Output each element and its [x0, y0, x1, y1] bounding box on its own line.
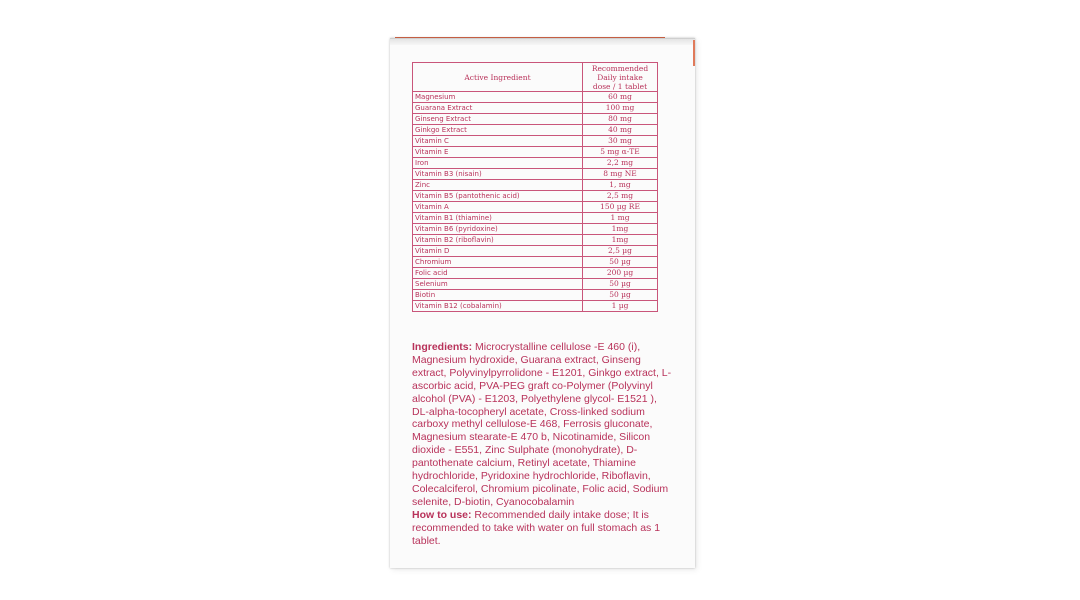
- ingredient-dose: 2,5 mg: [583, 191, 658, 202]
- ingredient-name: Vitamin B12 (cobalamin): [413, 301, 583, 312]
- table-row: [413, 268, 658, 279]
- ingredient-name: Vitamin B1 (thiamine): [413, 213, 583, 224]
- ingredient-dose: 80 mg: [583, 114, 658, 125]
- ingredients-block: [412, 341, 674, 548]
- ingredient-name: Guarana Extract: [413, 103, 583, 114]
- ingredient-dose: 1 mg: [583, 213, 658, 224]
- ingredient-name: Vitamin E: [413, 147, 583, 158]
- table-row: [413, 103, 658, 114]
- table-row: [413, 191, 658, 202]
- ingredient-name: Iron: [413, 158, 583, 169]
- table-row: [413, 213, 658, 224]
- nutrition-table-header: [413, 63, 658, 92]
- ingredient-name: Selenium: [413, 279, 583, 290]
- table-row: [413, 235, 658, 246]
- ingredients-text: Microcrystalline cellulose -E 460 (i), Magnesium hydroxide, Guarana extract, Ginseng extract, Polyvinylpyrrolidone - E1201, Ginkgo extract, L-ascorbic acid, PVA-PEG graft co-Polymer (Polyvinyl alcohol (PVA) - E1203, Polyethylene glycol- E1521 ), DL-alpha-tocopheryl acetate, Cross-linked sodium carboxy methyl cellulose-E 468, Ferrosis gluconate, Magnesium stearate-E 470 b, Nicotinamide, Silicon dioxide - E551, Zinc Sulphate (monohydrate), D-pantothenate calcium, Retinyl acetate, Thiamine hydrochloride, Pyridoxine hydrochloride, Riboflavin, Colecalciferol, Chromium picolinate, Folic acid, Sodium selenite, D-biotin, Cyanocobalamin: [412, 341, 672, 508]
- nutrition-table: [412, 62, 658, 312]
- table-row: [413, 169, 658, 180]
- ingredient-dose: 1, mg: [583, 180, 658, 191]
- table-row: [413, 246, 658, 257]
- ingredient-dose: 1mg: [583, 235, 658, 246]
- table-row: [413, 202, 658, 213]
- ingredient-name: Vitamin A: [413, 202, 583, 213]
- table-row: [413, 279, 658, 290]
- table-row: [413, 125, 658, 136]
- header-dose-line: Daily intake: [597, 72, 643, 82]
- ingredient-dose: 150 µg RE: [583, 202, 658, 213]
- product-box-side-panel: [390, 38, 695, 568]
- ingredient-dose: 8 mg NE: [583, 169, 658, 180]
- package-right-stripe: [693, 40, 695, 66]
- ingredient-name: Vitamin B3 (nisain): [413, 169, 583, 180]
- ingredient-dose: 1mg: [583, 224, 658, 235]
- header-recommended-dose: [583, 63, 658, 92]
- table-row: [413, 180, 658, 191]
- ingredient-dose: 100 mg: [583, 103, 658, 114]
- table-row: [413, 114, 658, 125]
- ingredient-name: Magnesium: [413, 92, 583, 103]
- ingredient-name: Vitamin B5 (pantothenic acid): [413, 191, 583, 202]
- ingredient-dose: 200 µg: [583, 268, 658, 279]
- box-top-edge: [390, 38, 695, 45]
- ingredient-dose: 2,2 mg: [583, 158, 658, 169]
- ingredient-name: Folic acid: [413, 268, 583, 279]
- ingredient-dose: 50 µg: [583, 279, 658, 290]
- ingredient-dose: 60 mg: [583, 92, 658, 103]
- ingredients-label: Ingredients:: [412, 341, 473, 353]
- table-row: [413, 301, 658, 312]
- table-row: [413, 290, 658, 301]
- how-to-use-label: How to use:: [412, 508, 472, 521]
- ingredient-dose: 50 µg: [583, 257, 658, 268]
- header-dose-line: dose / 1 tablet: [592, 81, 648, 91]
- ingredient-dose: 50 µg: [583, 290, 658, 301]
- table-row: [413, 224, 658, 235]
- ingredient-name: Biotin: [413, 290, 583, 301]
- ingredient-name: Vitamin B6 (pyridoxine): [413, 224, 583, 235]
- header-dose-line: Recommended: [591, 63, 649, 73]
- table-row: [413, 147, 658, 158]
- table-row: [413, 92, 658, 103]
- ingredient-name: Vitamin B2 (riboflavin): [413, 235, 583, 246]
- table-row: [413, 158, 658, 169]
- ingredient-dose: 2,5 µg: [583, 246, 658, 257]
- ingredient-dose: 1 µg: [583, 301, 658, 312]
- table-row: [413, 136, 658, 147]
- header-active-ingredient: Active Ingredient: [413, 63, 583, 92]
- ingredient-dose: 5 mg α-TE: [583, 147, 658, 158]
- ingredient-name: Ginkgo Extract: [413, 125, 583, 136]
- how-to-use-text: Recommended daily intake dose; It is recommended to take with water on full stomach as 1 tablet.: [412, 508, 661, 547]
- ingredient-name: Ginseng Extract: [413, 114, 583, 125]
- ingredient-dose: 40 mg: [583, 125, 658, 136]
- ingredient-name: Vitamin C: [413, 136, 583, 147]
- ingredient-name: Vitamin D: [413, 246, 583, 257]
- ingredient-name: Chromium: [413, 257, 583, 268]
- table-row: [413, 257, 658, 268]
- ingredient-name: Zinc: [413, 180, 583, 191]
- ingredient-dose: 30 mg: [583, 136, 658, 147]
